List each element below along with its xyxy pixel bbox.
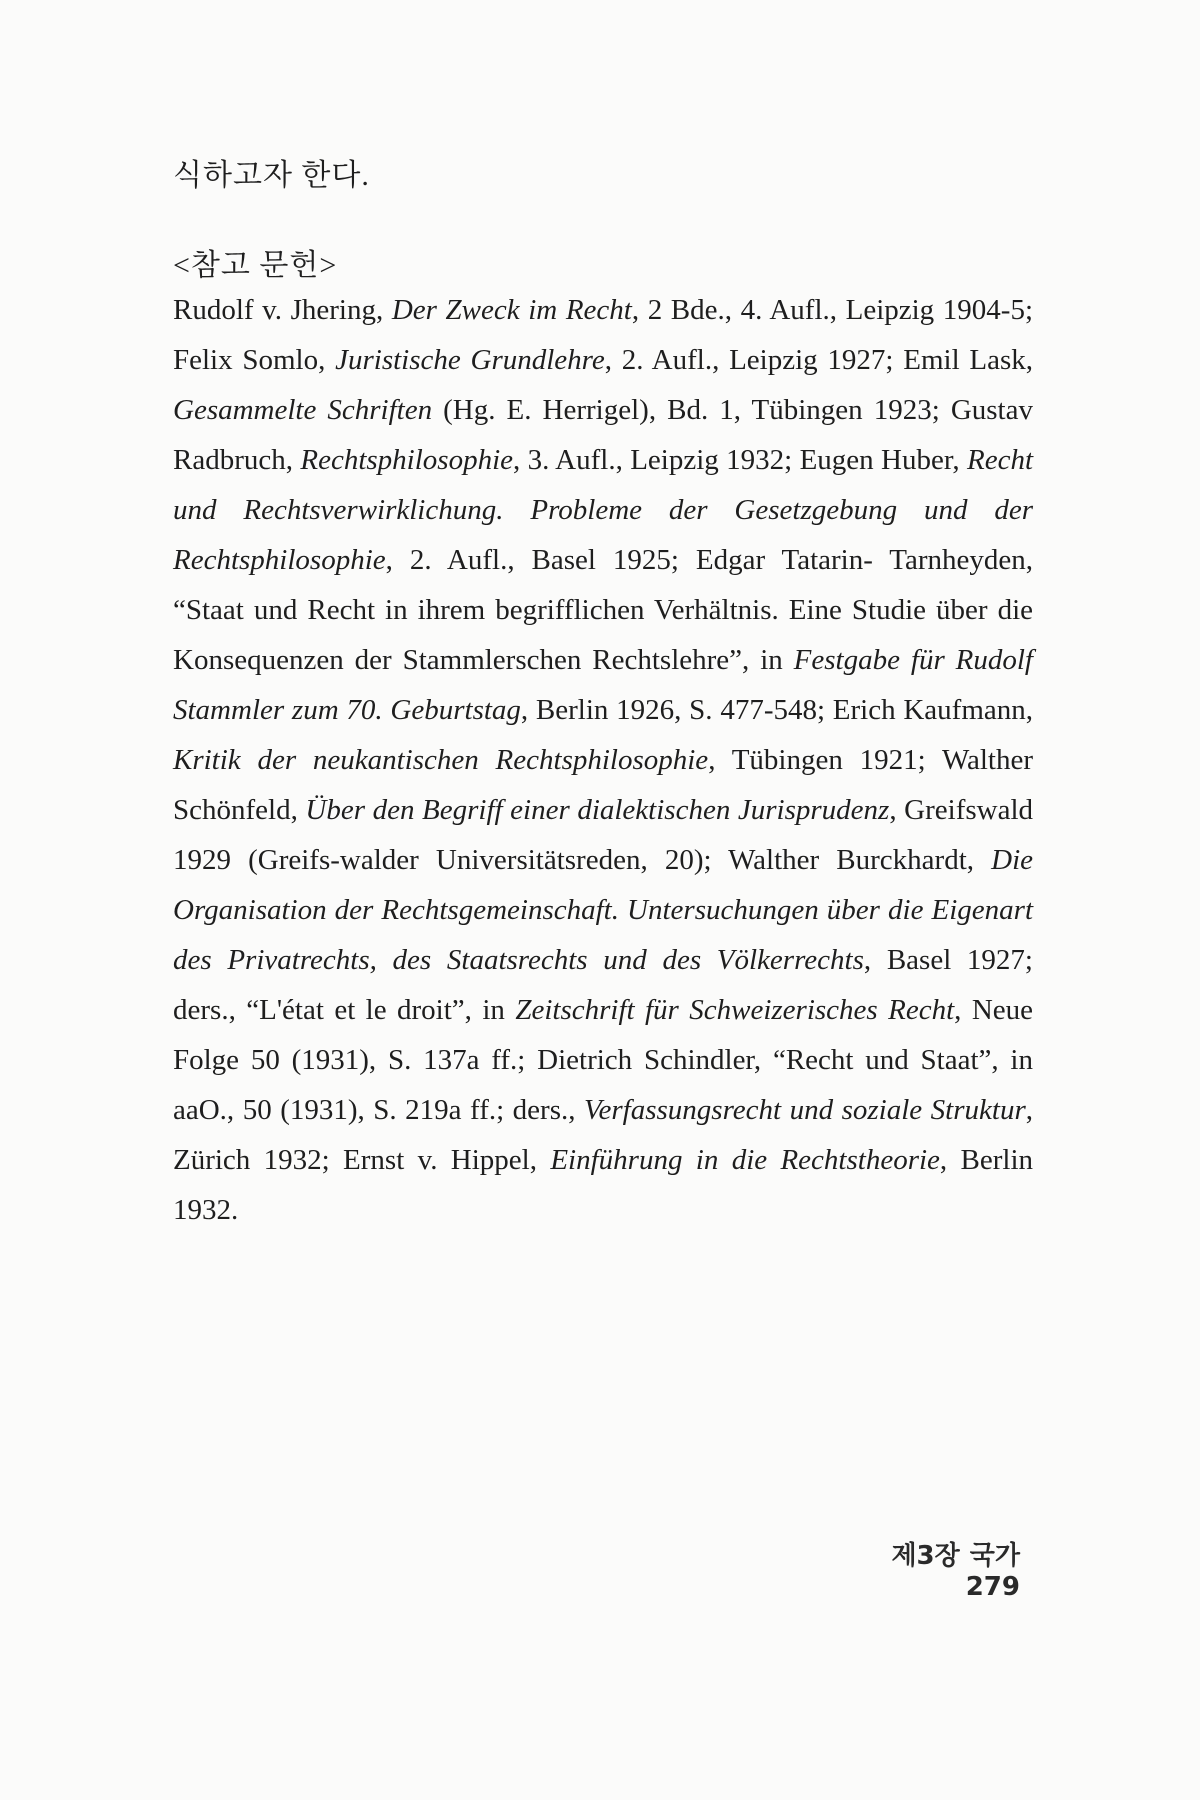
reference-entry: Rudolf v. Jhering, Der Zweck im Recht, 2 Bde., 4. Aufl., Leipzig 1904-5; (173, 294, 1033, 326)
page-footer (820, 1535, 1020, 1602)
references-list (173, 285, 1033, 1235)
reference-title: Recht und Rechtsverwirklichung. Probleme der Gesetzgebung und der Rechtsphilosophie (173, 444, 1033, 576)
reference-entry: Walther Schönfeld, Über den Begriff einer dialektischen Jurisprudenz, Greifswald 1929 (Greifs-walder Universitätsreden, 20); (173, 744, 1034, 876)
reference-entry: Felix Somlo, Juristische Grundlehre, 2. Aufl., Leipzig 1927; (173, 344, 904, 376)
reference-title: Der Zweck im Recht (391, 294, 632, 326)
reference-title: Die Organisation der Rechtsgemeinschaft. Untersuchungen über die Eigenart des Privatrechts, des Staatsrechts und des Völkerrechts (173, 844, 1033, 976)
reference-title: Kritik der neukantischen Rechtsphilosophie (173, 744, 709, 776)
reference-title: Einführung in die Rechtstheorie (550, 1144, 940, 1176)
reference-entry: Erich Kaufmann, Kritik der neukantischen Rechtsphilosophie, Tübingen 1921; (173, 694, 1034, 776)
reference-title: Zeitschrift für Schweizerisches Recht (515, 994, 955, 1026)
reference-entry: Gustav Radbruch, Rechtsphilosophie, 3. Aufl., Leipzig 1932; (173, 394, 1033, 476)
reference-entry: Ernst v. Hippel, Einführung in die Rechtstheorie, Berlin 1932. (173, 1144, 1033, 1226)
reference-entry: Edgar Tatarin- Tarnheyden, “Staat und Recht in ihrem begrifflichen Verhältnis. Eine Studie über die Konsequenzen der Stammlerschen Rechtslehre”, in Festgabe für Rudolf Stammler zum 70. Geburtstag, Berlin 1926, S. 477-548; (173, 544, 1033, 726)
reference-title: Festgabe für Rudolf Stammler zum 70. Geburtstag (173, 644, 1033, 726)
reference-title: Über den Begriff einer dialektischen Jurisprudenz (305, 794, 890, 826)
reference-title: Juristische Grundlehre (335, 344, 605, 376)
reference-title: Rechtsphilosophie (300, 444, 514, 476)
reference-entry: ders., “L'état et le droit”, in Zeitschrift für Schweizerisches Recht, Neue Folge 50 (1931), S. 137a ff.; (173, 994, 1033, 1076)
reference-entry: Walther Burckhardt, Die Organisation der Rechtsgemeinschaft. Untersuchungen über die Eigenart des Privatrechts, des Staatsrechts und des Völkerrechts, Basel 1927; (173, 844, 1033, 976)
references-heading: <참고 문헌> (173, 249, 338, 282)
reference-entry: ders., Verfassungsrecht und soziale Struktur, Zürich 1932; (173, 1094, 1033, 1176)
footer-chapter: 제3장 (891, 1541, 960, 1571)
reference-entry: Dietrich Schindler, “Recht und Staat”, in aaO., 50 (1931), S. 219a ff.; (173, 1044, 1033, 1126)
reference-entry: Eugen Huber, Recht und Rechtsverwirklichung. Probleme der Gesetzgebung und der Rechtsphilosophie, 2. Aufl., Basel 1925; (173, 444, 1033, 576)
page-number: 279 (965, 1572, 1020, 1602)
reference-entry: Emil Lask, Gesammelte Schriften (Hg. E. Herrigel), Bd. 1, Tübingen 1923; (173, 344, 1033, 426)
reference-title: Verfassungsrecht und soziale Struktur (584, 1094, 1026, 1126)
footer-section: 국가 (969, 1541, 1020, 1571)
reference-title: Gesammelte Schriften (173, 394, 433, 426)
intro-text: 식하고자 한다. (173, 159, 370, 192)
